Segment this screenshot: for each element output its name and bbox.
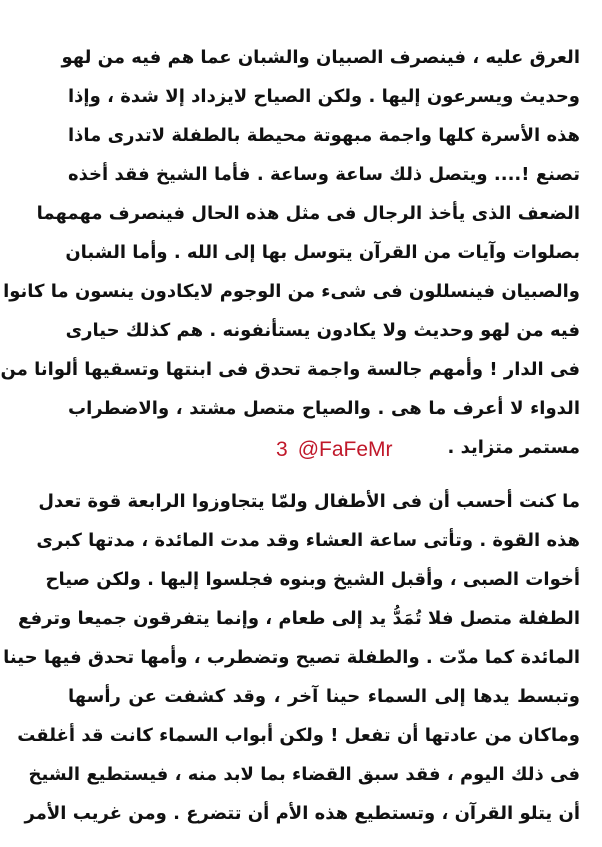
watermark (276, 438, 393, 462)
text-line: تصنع !.... ويتصل ذلك ساعة وساعة . فأما الشيخ فقد أخذه (68, 164, 580, 185)
paragraph-2 (3, 482, 580, 833)
text-line: أن يتلو القرآن ، وتستطيع هذه الأم أن تتضرع . ومن غريب الأمر (24, 803, 580, 824)
text-line: فى الدار ! وأمهم جالسة واجمة تحدق فى ابنتها وتسقيها ألوانا من (0, 359, 580, 380)
text-line: فى ذلك اليوم ، فقد سبق القضاء بما لابد منه ، فيستطيع الشيخ (28, 764, 580, 785)
text-line: هذه الأسرة كلها واجمة مبهوتة محيطة بالطفلة لاتدرى ماذا (68, 125, 580, 146)
text-line: ما كنت أحسب أن فى الأطفال ولمّا يتجاوزوا الرابعة قوة تعدل (38, 491, 580, 512)
text-line: الضعف الذى يأخذ الرجال فى مثل هذه الحال فينصرف مهمهما (36, 203, 580, 224)
text-line: مستمر متزايد . (447, 437, 580, 458)
text-line: الطفلة متصل فلا تُمَدُّ يد إلى طعام ، وإنما يتفرقون جميعا وترفع (18, 608, 580, 629)
text-line: هذه القوة . وتأتى ساعة العشاء وقد مدت المائدة ، مدتها كبرى (36, 530, 580, 551)
paragraph-1 (0, 38, 580, 467)
text-line: أخوات الصبى ، وأقبل الشيخ وبنوه فجلسوا إليها . ولكن صياح (45, 569, 580, 590)
text-line: وماكان من عادتها أن تفعل ! ولكن أبواب السماء كانت قد أغلقت (17, 725, 580, 746)
text-line: وتبسط يدها إلى السماء حينا آخر ، وقد كشفت عن رأسها (68, 686, 580, 707)
watermark-handle: @FaFeMr (297, 438, 393, 461)
text-line: بصلوات وآيات من القرآن يتوسل بها إلى الله . وأما الشبان (65, 242, 580, 263)
text-line: والصبيان فينسللون فى شىء من الوجوم لايكادون ينسون ما كانوا (3, 281, 580, 302)
watermark-number: 3 (276, 438, 288, 461)
text-line: الدواء لا أعرف ما هى . والصياح متصل مشتد ، والاضطراب (68, 398, 580, 419)
text-line: وحديث ويسرعون إليها . ولكن الصياح لايزداد إلا شدة ، وإذا (68, 86, 580, 107)
text-line: العرق عليه ، فينصرف الصبيان والشبان عما هم فيه من لهو (61, 47, 580, 68)
text-line: فيه من لهو وحديث ولا يكادون يستأنفونه . هم كذلك حيارى (65, 320, 580, 341)
text-line: المائدة كما مدّت . والطفلة تصيح وتضطرب ، وأمها تحدق فيها حينا (3, 647, 580, 668)
